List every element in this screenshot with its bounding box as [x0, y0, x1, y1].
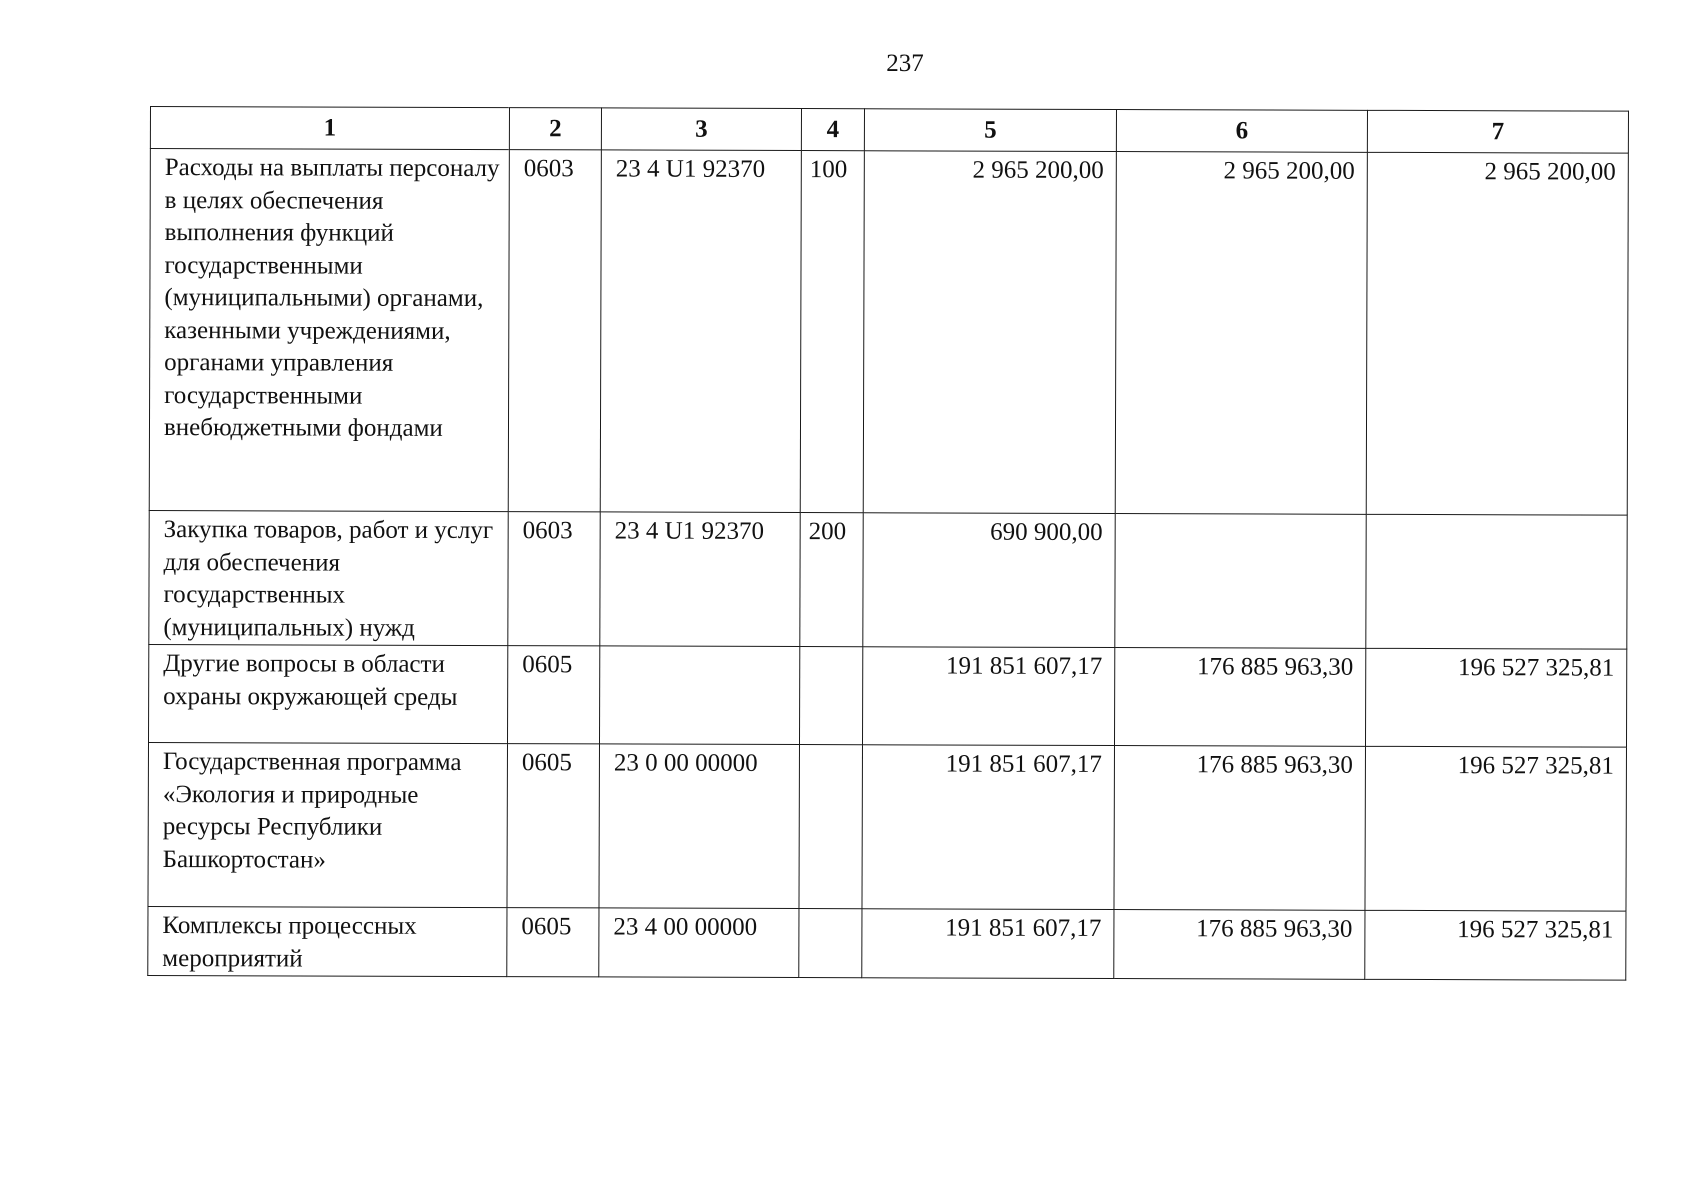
- row-target-article-cell: 23 4 00 00000: [599, 908, 799, 978]
- row-expense-type-cell: [799, 909, 862, 978]
- row-amount-2-cell: 176 885 963,30: [1114, 746, 1366, 911]
- budget-table: [147, 106, 1629, 981]
- row-amount-2-cell: 176 885 963,30: [1114, 910, 1365, 980]
- table-header-row: [150, 107, 1628, 154]
- row-section-cell: 0603: [508, 150, 601, 512]
- row-name-cell: Другие вопросы в области охраны окружающей среды: [149, 644, 508, 743]
- row-amount-3-cell: 2 965 200,00: [1366, 152, 1628, 515]
- row-amount-1-cell: 191 851 607,17: [862, 909, 1114, 979]
- row-section-cell: 0605: [507, 646, 599, 744]
- row-amount-3-cell: 196 527 325,81: [1365, 746, 1627, 911]
- row-amount-1-cell: 191 851 607,17: [862, 647, 1114, 746]
- row-amount-3-cell: 196 527 325,81: [1365, 910, 1626, 980]
- row-target-article-cell: [599, 646, 799, 745]
- row-expense-type-cell: 100: [800, 151, 864, 513]
- row-section-cell: 0605: [507, 908, 599, 977]
- row-amount-2-cell: 2 965 200,00: [1115, 152, 1367, 515]
- table-row: [149, 644, 1627, 747]
- row-expense-type-cell: 200: [800, 513, 863, 647]
- table-row: [149, 510, 1627, 649]
- column-header: 3: [601, 108, 801, 151]
- row-amount-3-cell: [1366, 514, 1627, 649]
- row-section-cell: 0603: [508, 512, 600, 646]
- page-number: 237: [886, 50, 924, 77]
- row-name-cell: Закупка товаров, работ и услуг для обеспечения государственных (муниципальных) нужд: [149, 510, 508, 645]
- row-target-article-cell: 23 4 U1 92370: [600, 150, 801, 513]
- row-expense-type-cell: [799, 647, 862, 745]
- column-header: 2: [509, 108, 601, 150]
- row-target-article-cell: 23 0 00 00000: [599, 744, 800, 909]
- row-amount-2-cell: [1115, 514, 1366, 649]
- table-row: [148, 906, 1626, 980]
- row-expense-type-cell: [799, 745, 863, 909]
- row-amount-1-cell: 191 851 607,17: [862, 745, 1115, 910]
- column-header: 4: [801, 109, 864, 151]
- row-name-cell: Расходы на выплаты персоналу в целях обеспечения выполнения функций государственными (муниципальными) органами, казенными учреждениями, органами управления государственными внебюджетными фондами: [149, 149, 509, 512]
- row-section-cell: 0605: [507, 744, 600, 908]
- table-row: [149, 149, 1628, 516]
- row-target-article-cell: 23 4 U1 92370: [600, 512, 800, 647]
- row-amount-2-cell: 176 885 963,30: [1114, 648, 1365, 747]
- column-header: 1: [150, 107, 509, 150]
- row-amount-3-cell: 196 527 325,81: [1365, 648, 1626, 747]
- row-name-cell: Государственная программа «Экология и природные ресурсы Республики Башкортостан»: [148, 742, 508, 907]
- row-name-cell: Комплексы процессных мероприятий: [148, 906, 507, 976]
- row-amount-1-cell: 690 900,00: [863, 513, 1115, 648]
- column-header: 7: [1367, 110, 1628, 153]
- column-header: 6: [1116, 110, 1367, 153]
- column-header: 5: [864, 109, 1116, 152]
- table-row: [148, 742, 1627, 911]
- row-amount-1-cell: 2 965 200,00: [863, 151, 1116, 514]
